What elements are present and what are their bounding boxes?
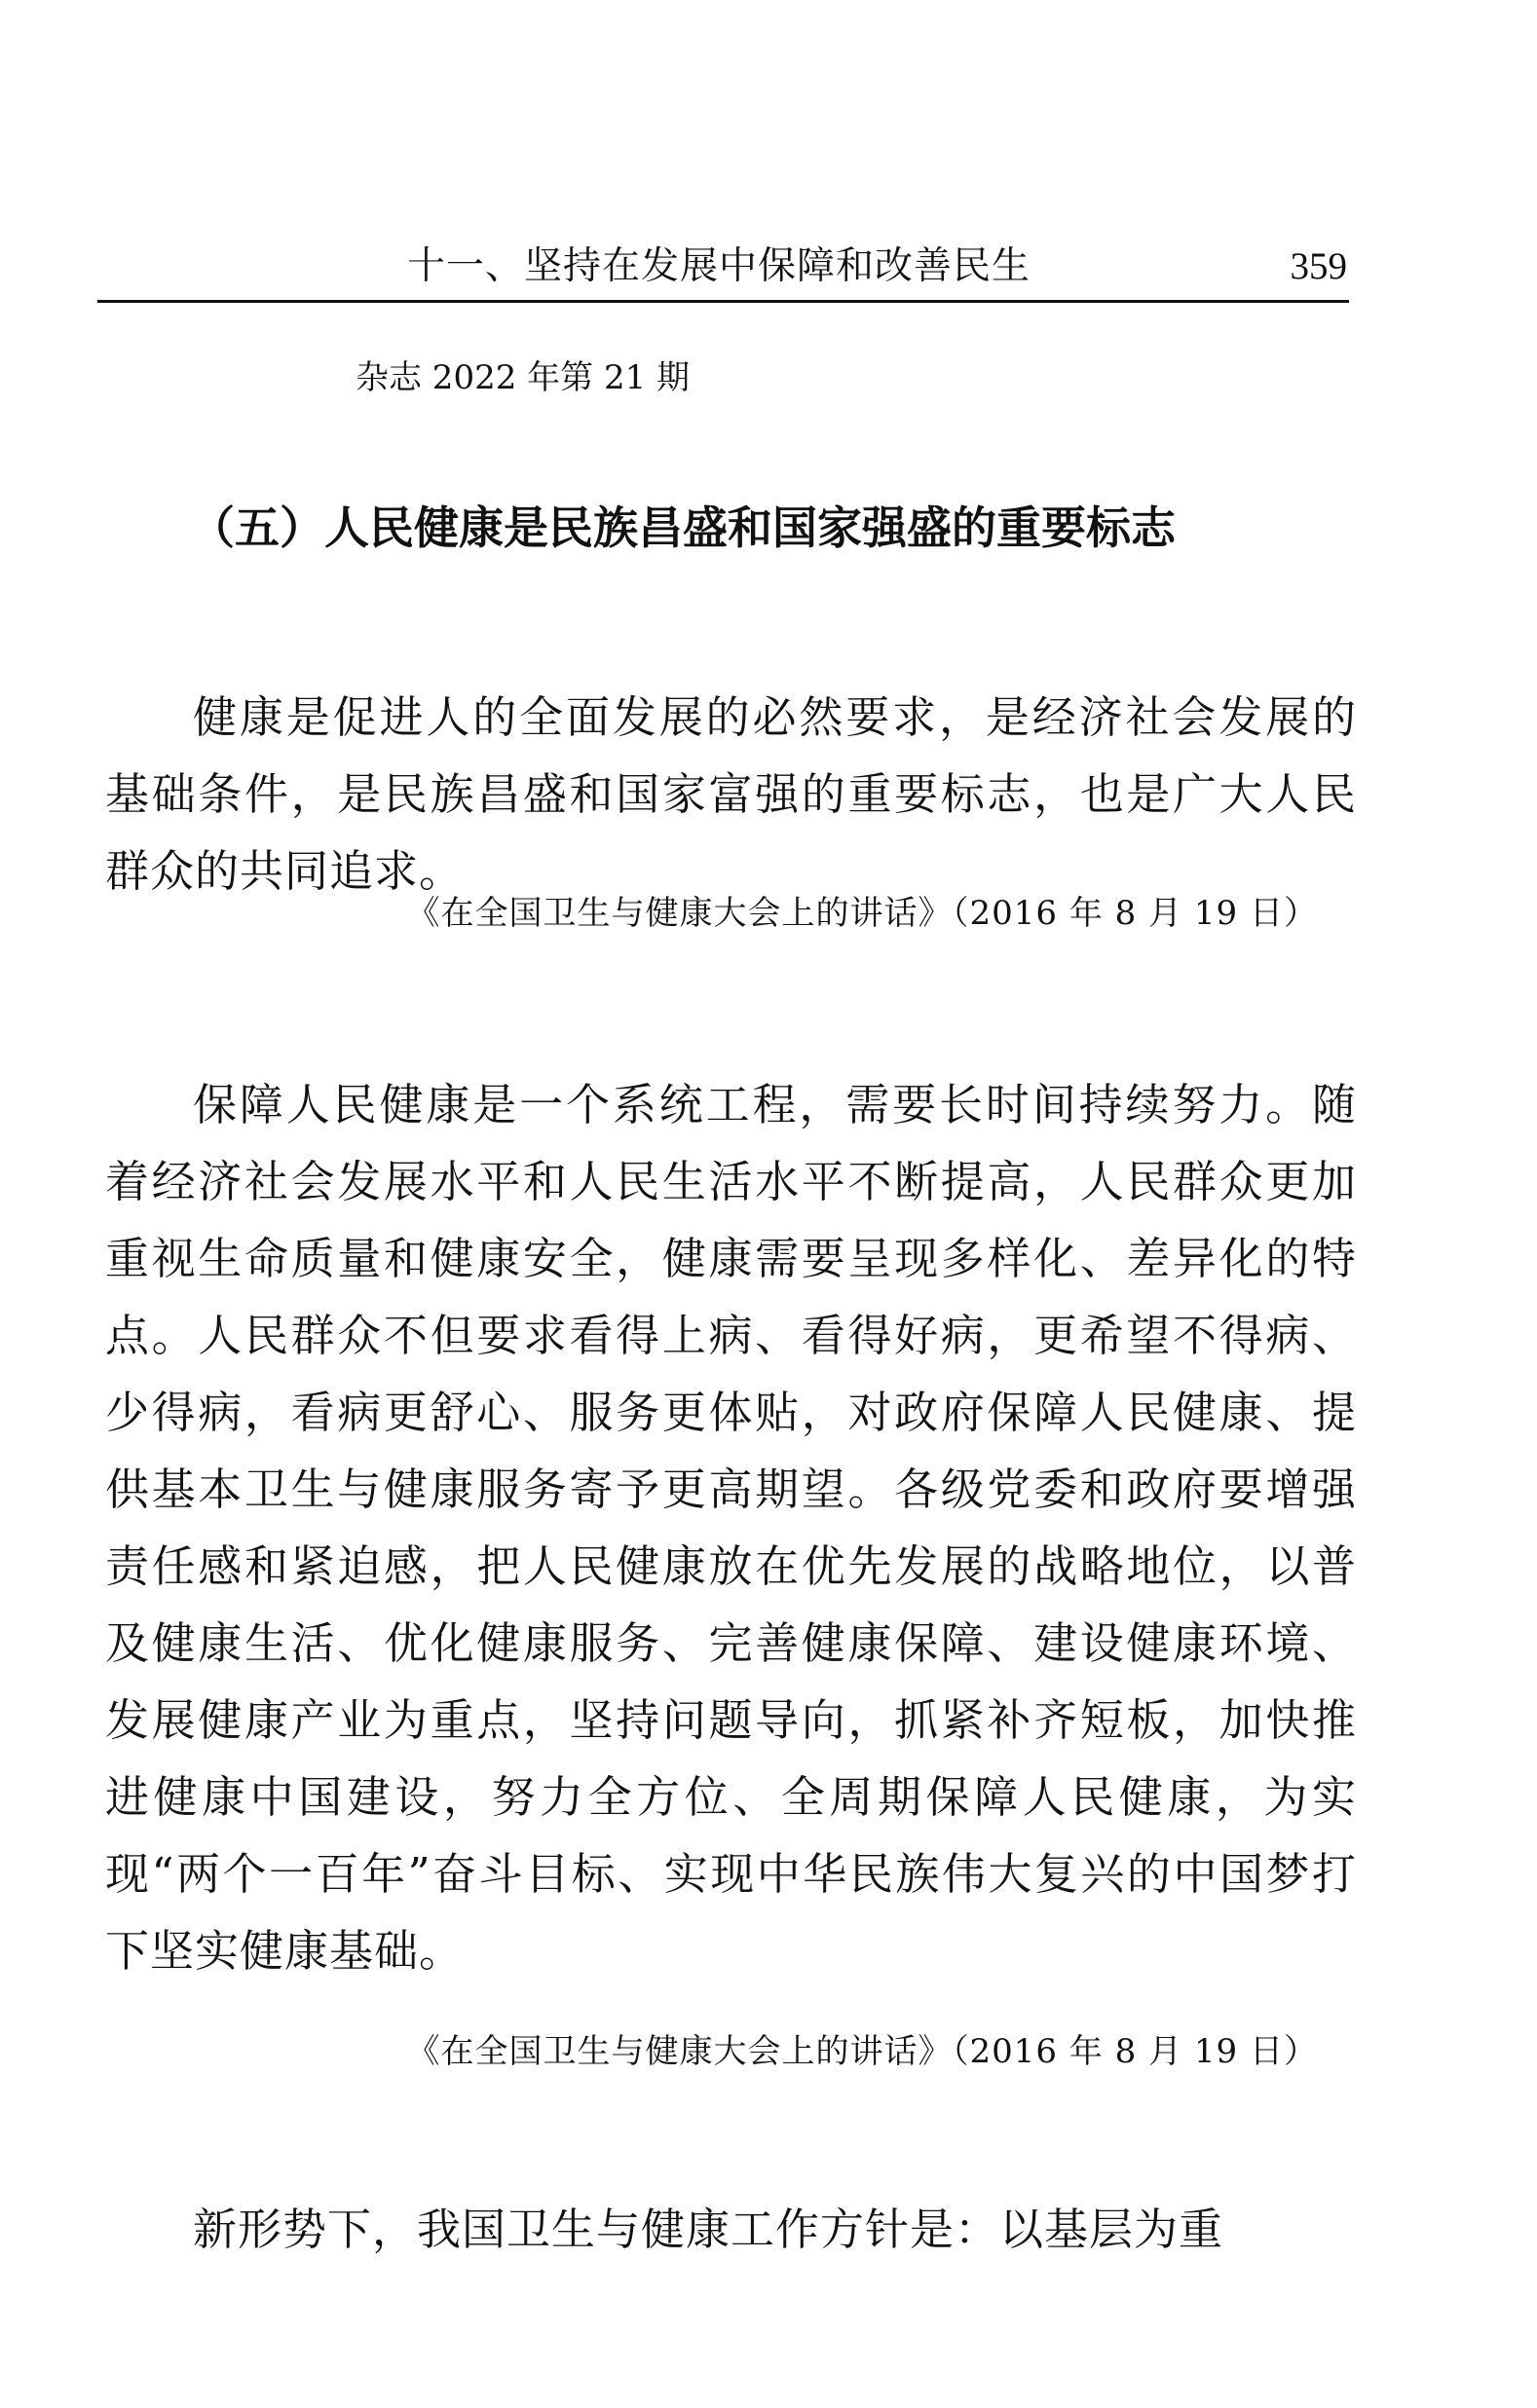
section-heading: （五）人民健康是民族昌盛和国家强盛的重要标志	[190, 501, 1176, 554]
citation-2: 《在全国卫生与健康大会上的讲话》（2016 年 8 月 19 日）	[406, 2032, 1318, 2071]
paragraph-1: 健康是促进人的全面发展的必然要求，是经济社会发展的基础条件，是民族昌盛和国家富强的重要标志，也是广大人民群众的共同追求。	[105, 691, 1357, 897]
paragraph-3: 新形势下，我国卫生与健康工作方针是：以基层为重	[193, 2204, 1224, 2255]
running-header	[97, 241, 1349, 303]
paragraph-2: 保障人民健康是一个系统工程，需要长时间持续努力。随着经济社会发展水平和人民生活水平不断提高，人民群众更加重视生命质量和健康安全，健康需要呈现多样化、差异化的特点。人民群众不但要求看得上病、看得好病，更希望不得病、少得病，看病更舒心、服务更体贴，对政府保障人民健康、提供基本卫生与健康服务寄予更高期望。各级党委和政府要增强责任感和紧迫感，把人民健康放在优先发展的战略地位，以普及健康生活、优化健康服务、完善健康保障、建设健康环境、发展健康产业为重点，坚持问题导向，抓紧补齐短板，加快推进健康中国建设，努力全方位、全周期保障人民健康，为实现“两个一百年”奋斗目标、实现中华民族伟大复兴的中国梦打下坚实健康基础。	[105, 1079, 1357, 1977]
citation-1: 《在全国卫生与健康大会上的讲话》（2016 年 8 月 19 日）	[406, 894, 1318, 933]
page-number: 359	[1290, 245, 1347, 287]
running-title: 十一、坚持在发展中保障和改善民生	[407, 244, 1031, 288]
source-note: 杂志 2022 年第 21 期	[356, 358, 691, 397]
